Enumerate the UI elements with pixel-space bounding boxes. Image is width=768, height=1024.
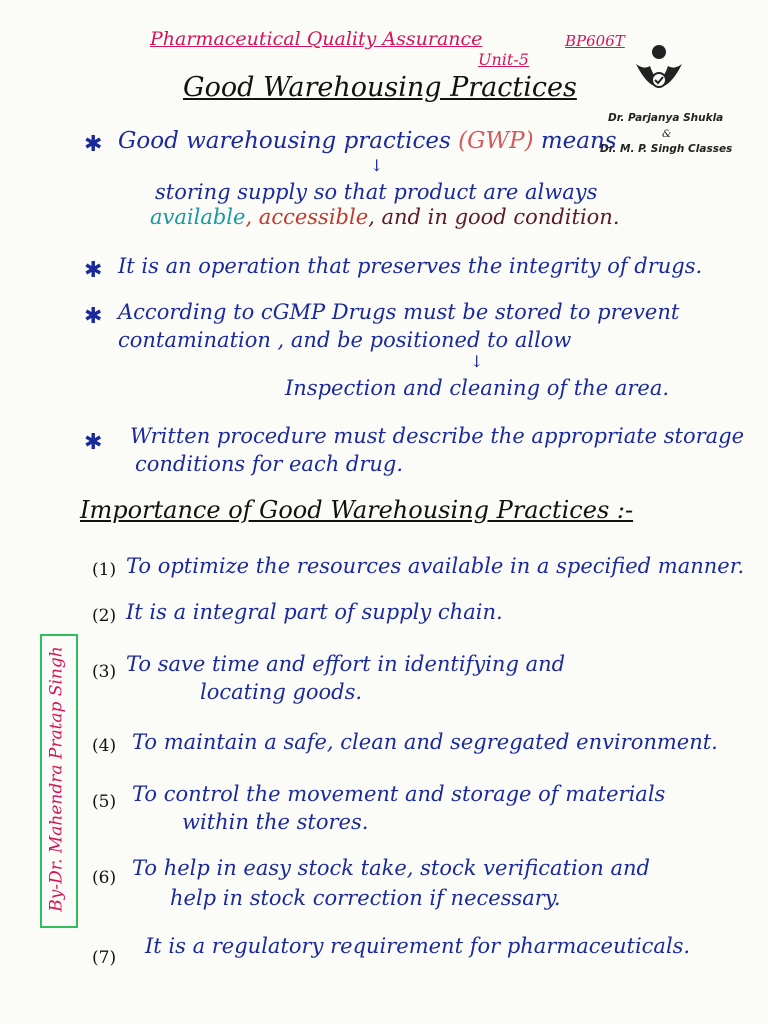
item-number: (2) xyxy=(92,606,117,626)
item-number: (5) xyxy=(92,792,117,812)
item-number: (1) xyxy=(92,560,117,580)
importance-heading: Importance of Good Warehousing Practices :- xyxy=(80,496,634,524)
importance-item-5-cont: within the stores. xyxy=(182,810,369,834)
importance-item-6-cont: help in stock correction if necessary. xyxy=(170,886,561,910)
point-1-text-c: means xyxy=(540,128,617,154)
item-number: (3) xyxy=(92,662,117,682)
point-3-line-1: According to cGMP Drugs must be stored to prevent xyxy=(118,300,680,324)
point-1-line-2: storing supply so that product are always xyxy=(155,180,598,204)
importance-item-7: It is a regulatory requirement for pharmaceuticals. xyxy=(145,934,691,958)
bullet-star: ✱ xyxy=(84,304,103,329)
point-4-line-1: Written procedure must describe the appropriate storage xyxy=(130,424,745,448)
down-arrow-icon: ↓ xyxy=(370,156,384,175)
item-number: (4) xyxy=(92,736,117,756)
author-name-2: Dr. M. P. Singh Classes xyxy=(600,143,733,155)
point-1-good-condition: , and in good condition. xyxy=(368,205,620,229)
importance-item-6: To help in easy stock take, stock verification and xyxy=(132,856,650,880)
point-1-abbrev: (GWP) xyxy=(458,128,534,154)
point-4-line-2: conditions for each drug. xyxy=(135,452,404,476)
bullet-star: ✱ xyxy=(84,430,103,455)
side-credit xyxy=(40,634,74,924)
page-title: Good Warehousing Practices xyxy=(183,72,577,103)
point-1-accessible: , accessible xyxy=(245,205,369,229)
bullet-star: ✱ xyxy=(84,132,103,157)
course-code: BP606T xyxy=(565,32,625,50)
author-name-1: Dr. Parjanya Shukla xyxy=(608,112,724,124)
down-arrow-icon: ↓ xyxy=(470,352,484,371)
importance-item-3-cont: locating goods. xyxy=(200,680,363,704)
importance-item-5: To control the movement and storage of materials xyxy=(132,782,666,806)
point-3-line-2: contamination , and be positioned to allow xyxy=(118,328,572,352)
point-1-line-3 xyxy=(150,205,620,229)
item-number: (7) xyxy=(92,948,117,968)
unit-label: Unit-5 xyxy=(478,50,529,69)
point-1-line-1 xyxy=(118,128,617,154)
importance-item-2: It is a integral part of supply chain. xyxy=(126,600,503,624)
point-3-line-3: Inspection and cleaning of the area. xyxy=(285,376,670,400)
bullet-star: ✱ xyxy=(84,258,103,283)
subject-heading: Pharmaceutical Quality Assurance xyxy=(150,28,483,50)
author-ampersand: & xyxy=(662,128,672,140)
importance-item-4: To maintain a safe, clean and segregated environment. xyxy=(132,730,718,754)
importance-item-1: To optimize the resources available in a specified manner. xyxy=(126,554,745,578)
item-number: (6) xyxy=(92,868,117,888)
importance-item-3: To save time and effort in identifying and xyxy=(126,652,566,676)
institute-logo xyxy=(628,40,690,112)
point-1-text-a: Good warehousing practices xyxy=(118,128,451,154)
side-credit-text: By-Dr. Mahendra Pratap Singh xyxy=(47,646,67,912)
point-2-line-1: It is an operation that preserves the integrity of drugs. xyxy=(118,254,703,278)
point-1-available: available xyxy=(150,205,246,229)
